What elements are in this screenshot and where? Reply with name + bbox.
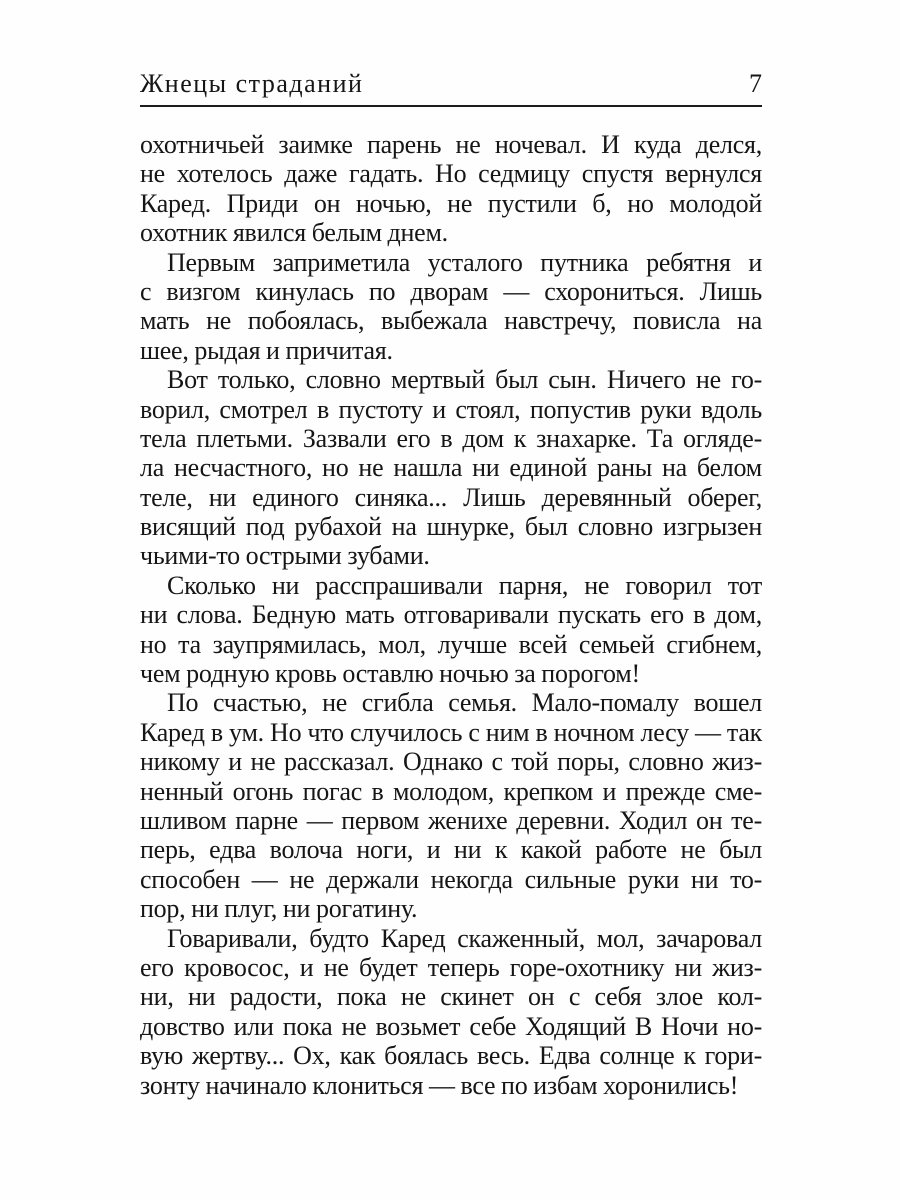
text-line: перь, едва волоча ноги, и ни к какой работе не был [140, 835, 762, 865]
book-title: Жнецы страданий [140, 69, 364, 98]
text-line: не хотелось даже гадать. Но седмицу спустя вернулся [140, 159, 762, 189]
text-line: ла несчастного, но не нашла ни единой раны на белом [140, 453, 762, 483]
text-line: пор, ни плуг, ни рогатину. [140, 894, 418, 924]
text-line: ненный огонь погас в молодом, крепком и прежде сме- [140, 776, 762, 806]
text-line: его кровосос, и не будет теперь горе-охотнику ни жиз- [140, 952, 762, 982]
text-line: тела плетьми. Зазвали его в дом к знахарке. Та огляде- [140, 423, 762, 453]
text-line: охотник явился белым днем. [140, 218, 448, 248]
running-header [140, 70, 762, 98]
page-number: 7 [749, 69, 762, 98]
text-line: зонту начинало клониться — все по избам хоронились! [140, 1070, 739, 1100]
text-line: вую жертву... Ох, как боялась весь. Едва солнце к гори- [140, 1041, 762, 1071]
text-line: ворил, смотрел в пустоту и стоял, попустив руки вдоль [140, 394, 762, 424]
text-line: шее, рыдая и причитая. [140, 335, 393, 365]
text-line: Каред в ум. Но что случилось с ним в ночном лесу — так [140, 717, 762, 747]
text-line: охотничьей заимке парень не ночевал. И куда делся, [140, 130, 762, 159]
text-line: мать не побоялась, выбежала навстречу, повисла на [140, 306, 762, 336]
text-line: чьими-то острыми зубами. [140, 541, 430, 571]
header-rule [140, 105, 762, 107]
text-line: довство или пока не возьмет себе Ходящий В Ночи но- [140, 1011, 762, 1041]
text-line: теле, ни единого синяка... Лишь деревянный оберег, [140, 482, 762, 512]
text-line: Говаривали, будто Каред скаженный, мол, зачаровал [167, 923, 762, 953]
text-line: Сколько ни расспрашивали парня, не говорил тот [167, 570, 762, 600]
text-line: По счастью, не сгибла семья. Мало-помалу вошел [167, 688, 762, 718]
text-line: никому и не рассказал. Однако с той поры, словно жиз- [140, 747, 762, 777]
text-line: Каред. Приди он ночью, не пустили б, но молодой [140, 188, 762, 218]
text-line: ни слова. Бедную мать отговаривали пускать его в дом, [140, 600, 762, 630]
body-text [140, 130, 762, 1100]
text-line: способен — не держали некогда сильные руки ни то- [140, 864, 762, 894]
text-line: висящий под рубахой на шнурке, был словно изгрызен [140, 512, 762, 542]
text-line: но та заупрямилась, мол, лучше всей семьей сгибнем, [140, 629, 762, 659]
text-line: с визгом кинулась по дворам — схорониться. Лишь [140, 276, 762, 306]
text-line: Вот только, словно мертвый был сын. Ничего не го- [167, 365, 762, 395]
text-line: шливом парне — первом женихе деревни. Ходил он те- [140, 805, 762, 835]
text-line: чем родную кровь оставлю ночью за порогом! [140, 659, 640, 689]
text-line: Первым заприметила усталого путника ребятня и [167, 247, 762, 277]
text-line: ни, ни радости, пока не скинет он с себя злое кол- [140, 982, 762, 1012]
